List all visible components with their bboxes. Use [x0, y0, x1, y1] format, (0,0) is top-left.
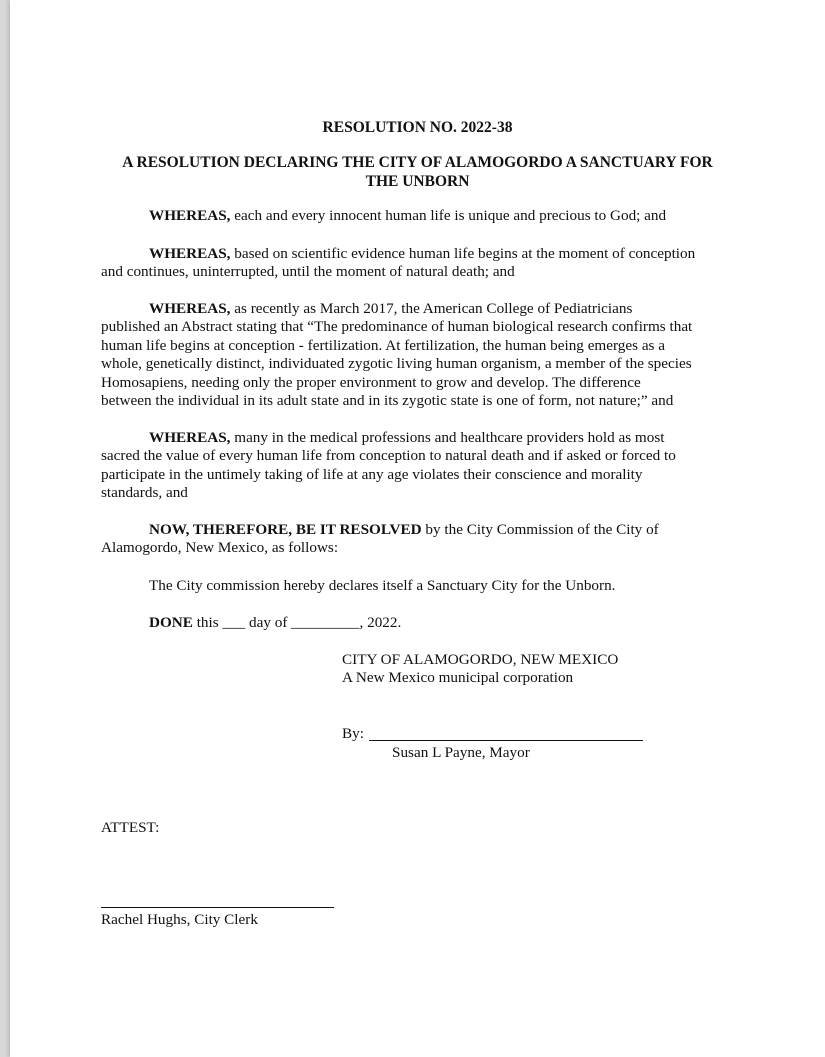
- whereas-lead: WHEREAS,: [149, 429, 231, 446]
- whereas-paragraph-2: [101, 245, 741, 282]
- mayor-name: Susan L Payne, Mayor: [392, 744, 530, 761]
- whereas-paragraph-3: [101, 300, 741, 410]
- done-text: this ___ day of _________, 2022.: [192, 614, 402, 631]
- whereas-text: based on scientific evidence human life begins at the moment of conception and continues, uninterrupted, until the moment of natural death; and: [101, 245, 696, 281]
- attest-label: ATTEST:: [101, 819, 160, 836]
- resolved-paragraph: [101, 521, 741, 558]
- document-page: [10, 0, 825, 1057]
- mayor-signature-line: [369, 740, 643, 741]
- whereas-text: many in the medical professions and healthcare providers hold as most sacred the value of every human life from conception to natural death and if asked or forced to participate in the untimely taking of life at any age violates their conscience and morality standards, and: [101, 429, 676, 502]
- clerk-name: Rachel Hughs, City Clerk: [101, 911, 258, 928]
- whereas-paragraph-4: [101, 429, 741, 503]
- resolution-title-line-2: THE UNBORN: [365, 173, 470, 190]
- resolution-number: RESOLUTION NO. 2022-38: [322, 119, 513, 136]
- declaration-text: The City commission hereby declares itself a Sanctuary City for the Unborn.: [149, 577, 616, 594]
- city-name: CITY OF ALAMOGORDO, NEW MEXICO: [342, 651, 619, 668]
- whereas-lead: WHEREAS,: [149, 245, 231, 262]
- done-lead: DONE: [149, 614, 193, 631]
- whereas-text: as recently as March 2017, the American College of Pediatricians published an Abstract stating that “The predominance of human biological research confirms that human life begins at conception - fertilization. At fertilization, the human being emerges as a whole, genetically distinct, individuated zygotic living human organism, a member of the species Homosapiens, needing only the proper environment to grow and develop. The difference between the individual in its adult state and in its zygotic state is one of form, not nature;” and: [101, 300, 693, 410]
- resolved-text: by the City Commission of the City of Alamogordo, New Mexico, as follows:: [101, 521, 659, 557]
- clerk-signature-line: [101, 907, 334, 908]
- resolved-lead: NOW, THEREFORE, BE IT RESOLVED: [149, 521, 422, 538]
- whereas-text: each and every innocent human life is unique and precious to God; and: [230, 207, 667, 224]
- whereas-lead: WHEREAS,: [149, 300, 231, 317]
- whereas-lead: WHEREAS,: [149, 207, 231, 224]
- city-description: A New Mexico municipal corporation: [342, 669, 574, 686]
- whereas-paragraph-1: [101, 207, 741, 225]
- done-line: [149, 614, 401, 632]
- resolution-title-line-1: A RESOLUTION DECLARING THE CITY OF ALAMOGORDO A SANCTUARY FOR: [122, 154, 713, 171]
- by-label: By:: [342, 725, 364, 742]
